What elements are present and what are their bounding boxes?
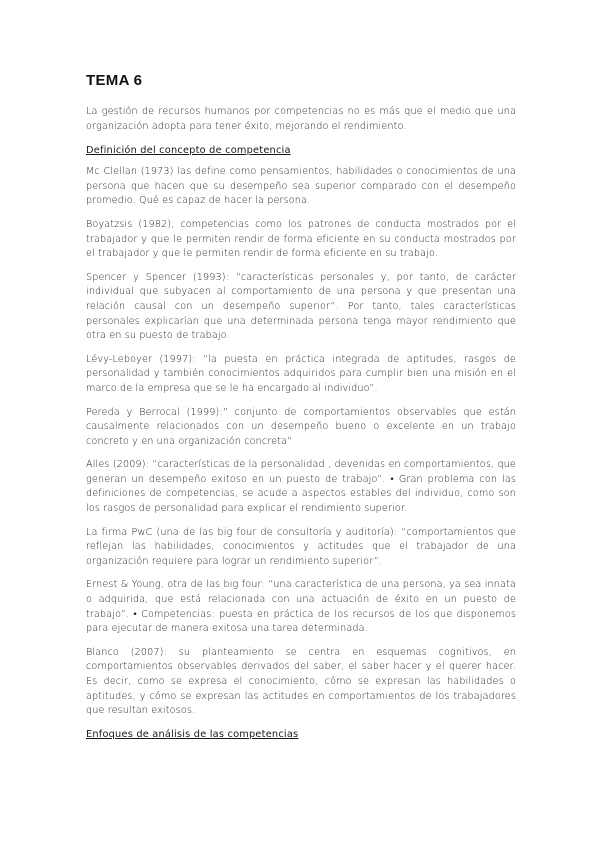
paragraph-levy-leboyer: Lévy-Leboyer (1997): “la puesta en práctica integrada de aptitudes, rasgos de personalidad y también conocimientos adquiridos para cumplir bien una misión en el marco de la empresa que se le ha encargado al individuo”. — [86, 353, 516, 394]
paragraph-spencer: Spencer y Spencer (1993): “características personales y, por tanto, de carácter individual que subyacen al comportamiento de una persona y que presentan una relación causal con un desempeño superior”. Por tanto, tales características personales explicarían que una determinada persona tenga mayor rendimiento que otra en su puesto de trabajo. — [86, 271, 516, 342]
page-title: TEMA 6 — [86, 72, 143, 89]
paragraph-alles: Alles (2009): “características de la personalidad , devenidas en comportamientos, que generan un desempeño exitoso en un puesto de trabajo”. • Gran problema con las definiciones de competencias, se acude a aspectos estables del individuo, como son los rasgos de personalidad para explicar el rendimiento superior. — [86, 459, 516, 515]
paragraph-mcclellan: Mc Clellan (1973) las define como pensamientos, habilidades o conocimientos de una persona que hacen que su desempeño sea superior comparado con el desempeño promedio. Qué es capaz de hacer la persona. — [86, 166, 516, 207]
paragraph-pereda-berrocal: Pereda y Berrocal (1999):” conjunto de comportamientos observables que están causalmente relacionados con un desempeño bueno o excelente en un trabajo concreto y en una organización concreta” — [86, 406, 516, 447]
paragraph-pwc: La firma PwC (una de las big four de consultoría y auditoría): “comportamientos que reflejan las habilidades, conocimientos y actitudes que el trabajador de una organización requiere para lograr un rendimiento superior”. — [86, 526, 516, 567]
document-page — [86, 72, 516, 749]
section-heading-definition: Definición del concepto de competencia — [86, 145, 291, 157]
paragraph-boyatzsis: Boyatzsis (1982), competencias como los patrones de conducta mostrados por el trabajador y que le permiten rendir de forma eficiente en su conducta mostrados por el trabajador y que le permiten rendir de forma eficiente en su trabajo. — [86, 218, 516, 260]
paragraph-blanco: Blanco (2007): su planteamiento se centra en esquemas cognitivos, en comportamientos observables derivados del saber, el saber hacer y el querer hacer. Es decir, como se expresa el conocimiento, cómo se expresan las habilidades o aptitudes, y cómo se expresan las actitudes en comportamientos de los trabajadores que resultan exitosos. — [86, 646, 516, 717]
intro-paragraph: La gestión de recursos humanos por competencias no es más que el medio que una organización adopta para tener éxito, mejorando el rendimiento. — [86, 106, 516, 132]
paragraph-ernst-young: Ernest & Young, otra de las big four: “una característica de una persona, ya sea innata o adquirida, que está relacionada con una actuación de éxito en un puesto de trabajo”. • Competencias: puesta en práctica de los recursos de los que disponemos para ejecutar de manera exitosa una tarea determinada. — [86, 579, 516, 635]
section-heading-approaches: Enfoques de análisis de las competencias — [86, 728, 299, 740]
